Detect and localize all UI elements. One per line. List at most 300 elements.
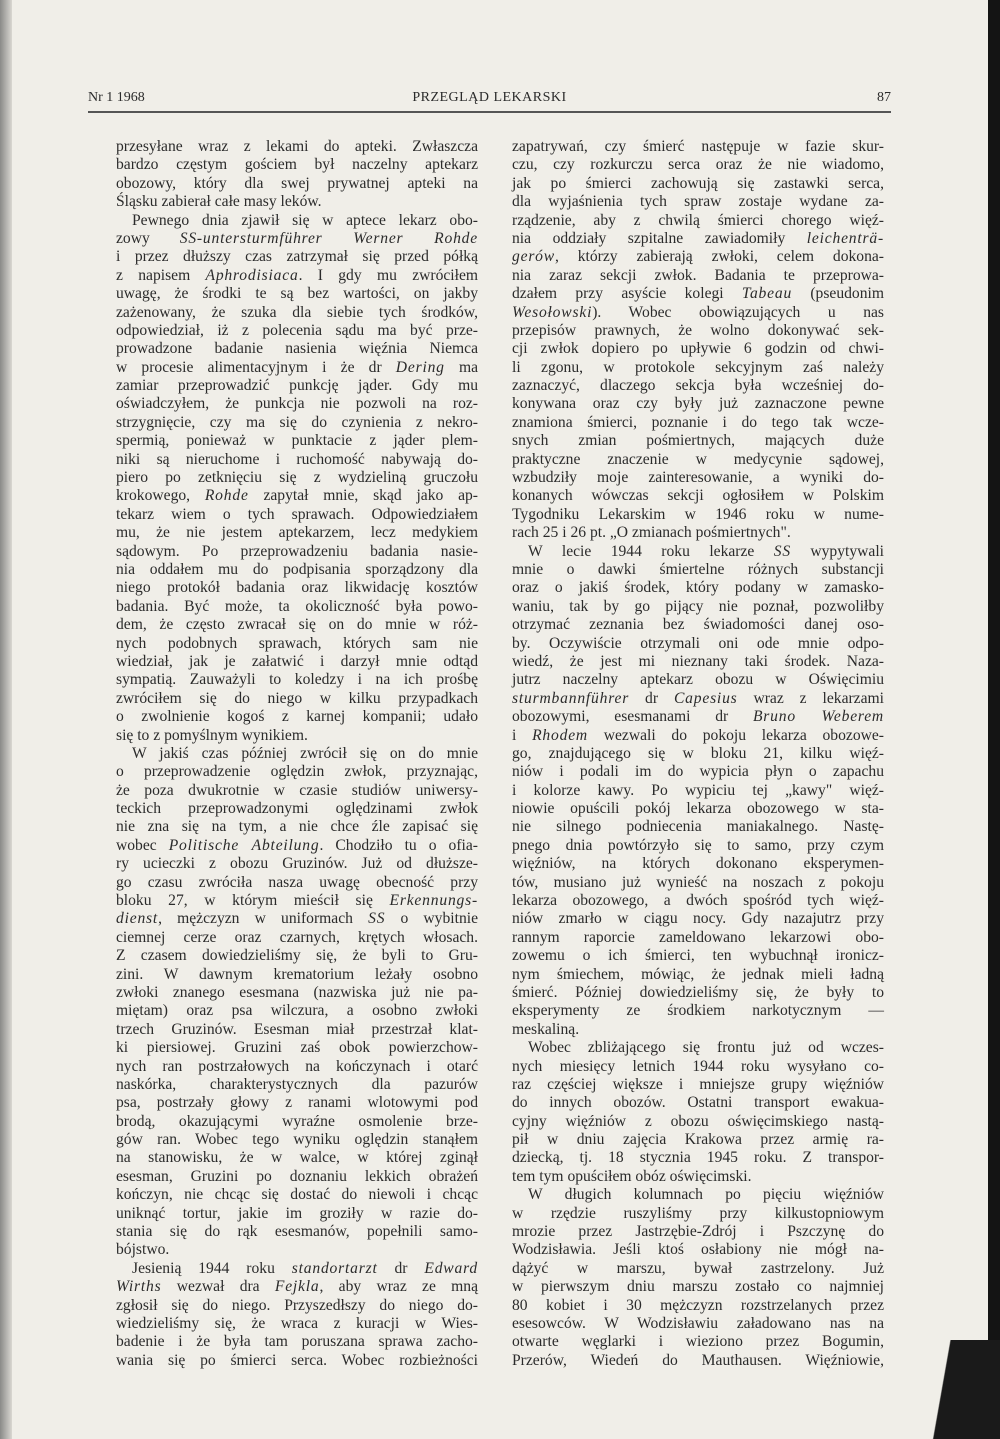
text-line (512, 1223, 884, 1241)
text-segment: obozowymi, esesmanami dr (512, 708, 753, 726)
text-line (116, 984, 478, 1002)
text-segment: przesyłane wraz z lekami do apteki. Zwłaszcza (116, 138, 478, 155)
text-segment: niowie opuścili pokój lekarza obozowego w sta- (512, 800, 884, 818)
text-segment: zapatrywań, czy śmierć następuje w fazie skur- (512, 138, 884, 155)
text-segment: nych ran postrzałowych na kończynach i otarć (116, 1057, 478, 1075)
text-segment: dr (377, 1259, 425, 1277)
text-line (116, 138, 478, 156)
text-line (512, 138, 884, 156)
text-line (512, 451, 884, 469)
text-column-right (512, 138, 884, 1370)
italic-text: Fejkla (274, 1278, 320, 1296)
text-segment: waniu, tak by go pijący nie poznał, pozwoliłby (512, 597, 884, 615)
text-line (512, 745, 884, 763)
text-segment: brodą, okazującymi wyraźne osmolenie brze- (116, 1112, 478, 1130)
text-line (512, 1352, 884, 1370)
text-line (512, 635, 884, 653)
text-line (116, 782, 478, 800)
text-segment: konywana oraz czy były już zaznaczone pewne (512, 395, 884, 413)
text-segment: wypytywali (790, 542, 885, 560)
text-segment: W długich kolumnach po pięciu więźniów (528, 1186, 884, 1204)
italic-text: Erkennungs- (389, 892, 478, 910)
italic-text: Edward (424, 1259, 478, 1277)
text-line (116, 487, 478, 505)
text-line (116, 340, 478, 358)
text-line (116, 1333, 478, 1351)
text-segment: (pseudonim (792, 285, 884, 303)
text-segment: nie silnego podniecenia maniakalnego. Nastę- (512, 818, 884, 836)
text-segment: trzech Gruzinów. Esesman miał przestrzał klat- (116, 1020, 478, 1038)
text-line (116, 359, 478, 377)
text-segment: śmierć. Później dowiedzieliśmy się, że były to (512, 983, 884, 1001)
text-line (512, 653, 884, 671)
text-line (512, 708, 884, 726)
text-line (512, 1076, 884, 1094)
text-segment: otwarte węglarki i wieziono przez Bogumin, (512, 1333, 884, 1351)
text-segment: dzałem przy asyście kolegi (512, 285, 742, 303)
text-line (116, 230, 478, 248)
text-line (512, 1021, 884, 1039)
text-segment: kończyn, nie chcąc się dostać do niewoli i chcąc (116, 1186, 478, 1204)
text-line (116, 910, 478, 928)
text-line (512, 727, 884, 745)
page-number: 87 (877, 90, 891, 105)
text-segment: rannym raporcie zameldowano lekarzowi obo- (512, 928, 884, 946)
text-segment: czu, czy rozkurczu serca oraz że nie wiadomo, (512, 156, 884, 174)
italic-text: leichenträ- (806, 229, 884, 247)
italic-text: gerów (512, 248, 555, 266)
text-line (512, 414, 884, 432)
text-line (512, 947, 884, 965)
text-line (116, 1278, 478, 1296)
text-segment: lekarza obozowego, a dwóch spośród tych więź- (512, 892, 884, 910)
text-segment: zowy (116, 229, 180, 247)
text-segment: ). Wobec obowiązujących u nas (592, 303, 884, 321)
text-line (116, 855, 478, 873)
text-segment: go, znajdującego się w bloku 21, kilku więź- (512, 744, 884, 762)
text-line (512, 1131, 884, 1149)
text-segment: , aby wraz ze mną (319, 1278, 478, 1296)
issue-number: Nr 1 1968 (88, 90, 145, 105)
text-line (116, 561, 478, 579)
text-line (512, 248, 884, 266)
text-line (116, 524, 478, 542)
text-line (512, 966, 884, 984)
text-line (116, 1131, 478, 1149)
text-segment: oświadczyłem, że punkcja nie pozwoli na roz- (116, 395, 478, 413)
text-line (512, 1278, 884, 1296)
text-segment: uwagę, że środki te są bez wartości, on jakby (116, 285, 478, 303)
text-segment: i przez dłuższy czas zatrzymał się przed półką (116, 248, 478, 266)
text-segment: Tygodniku Lekarskim w 1946 roku w nume- (512, 505, 884, 523)
text-segment: eksperymenty ze środkiem narkotycznym — (512, 1002, 884, 1020)
text-segment: zwróciłem się do niego w kilku przypadkach (116, 689, 478, 707)
text-line (512, 193, 884, 211)
text-segment: Jesienią 1944 roku (132, 1259, 292, 1277)
text-line (512, 984, 884, 1002)
text-line (116, 671, 478, 689)
text-segment: wzbudziły moje zainteresowanie, a wyniki do- (512, 469, 884, 487)
text-segment: Pewnego dnia zjawił się w aptece lekarz obo- (132, 211, 478, 229)
text-segment: psa, postrzały głowy z ranami wlotowymi pod (116, 1094, 478, 1112)
text-segment: wezwał dra (161, 1278, 275, 1296)
scan-corner-shadow (905, 1340, 1000, 1439)
text-line (512, 1149, 884, 1167)
text-line (512, 579, 884, 597)
text-line (116, 156, 478, 174)
text-segment: cyjny więźniów z obozu oświęcimskiego nastą- (512, 1112, 884, 1130)
text-line (116, 212, 478, 230)
text-line (512, 1058, 884, 1076)
text-line (116, 837, 478, 855)
text-segment: do innych obozów. Ostatni transport ewakua- (512, 1094, 884, 1112)
text-segment: wiedzieliśmy się, że wraca z kuracji w Wies- (116, 1315, 478, 1332)
italic-text: standortarzt (291, 1259, 378, 1277)
text-segment: Śląsku zabierał całe masy leków. (116, 193, 322, 211)
text-line (116, 285, 478, 303)
text-segment: nia zaraz sekcji zwłok. Badania te przeprowa- (512, 266, 884, 284)
text-segment: , którzy zabierają zwłoki, celem dokona- (554, 248, 884, 266)
text-line (512, 1205, 884, 1223)
text-line (116, 763, 478, 781)
text-segment: badania. Być może, ta okoliczność była powo- (116, 597, 478, 615)
text-segment: raz częściej większe i mniejsze grupy więźniów (512, 1075, 884, 1093)
text-segment: niego protokół badania oraz likwidację kosztów (116, 579, 478, 597)
text-segment: zamiar przeprowadzić punkcję jąder. Gdy mu (116, 377, 478, 395)
text-segment: zaznaczyć, dlaczego sekcja była wcześniej do- (512, 377, 884, 395)
text-line (116, 175, 478, 193)
text-line (116, 745, 478, 763)
text-line (116, 892, 478, 910)
text-line (512, 782, 884, 800)
text-line (116, 395, 478, 413)
text-segment: dziecką, tj. 18 stycznia 1945 roku. Z transpor- (512, 1149, 884, 1167)
text-line (116, 1058, 478, 1076)
text-line (116, 451, 478, 469)
text-line (512, 1241, 884, 1259)
italic-text: SS-untersturmführer Werner Rohde (179, 229, 478, 247)
text-line (512, 1113, 884, 1131)
text-line (116, 1205, 478, 1223)
italic-text: Rhodem (532, 726, 588, 744)
text-line (512, 1260, 884, 1278)
text-segment: zowemu o ich śmierci, ten wybuchnął ironicz- (512, 947, 884, 965)
text-line (512, 267, 884, 285)
text-segment: z napisem (116, 266, 206, 284)
adjacent-page-edge (0, 0, 12, 1439)
text-segment: spermią, ponieważ w punktacie z jąder plem- (116, 432, 478, 450)
text-line (512, 1039, 884, 1057)
text-segment: nych podobnych sprawach, których sam nie (116, 634, 478, 652)
text-segment: nia oddziały szpitalne zawiadomiły (512, 229, 807, 247)
text-line (512, 818, 884, 836)
text-line (116, 947, 478, 965)
text-segment: prowadzone badanie nasienia więźnia Niemca (116, 340, 478, 358)
text-line (512, 212, 884, 230)
text-line (116, 1168, 478, 1186)
text-segment: otrzymać zeznania bez świadomości danej oso- (512, 616, 884, 634)
header-rule (88, 111, 891, 113)
text-line (116, 1186, 478, 1204)
text-segment: w procesie alimentacyjnym i że dr (116, 358, 396, 376)
text-line (512, 432, 884, 450)
text-segment: krokowego, (116, 487, 205, 505)
text-line (116, 1094, 478, 1112)
text-segment: niów zmarło w ciągu nocy. Gdy nazajutrz przy (512, 910, 884, 928)
text-segment: li zgonu, w protokole sekcyjnym zaś należy (512, 358, 884, 376)
text-line (512, 1333, 884, 1351)
text-line (116, 469, 478, 487)
text-segment: , mężczyzn w uniformach (158, 910, 369, 928)
text-line (512, 524, 884, 542)
text-line (512, 800, 884, 818)
text-segment: go czasu zwróciła nasza uwagę obecność przy (116, 873, 478, 891)
text-segment: piero po zetknięciu się z wydzieliną gruczołu (116, 469, 478, 487)
text-line (512, 322, 884, 340)
text-segment: mnie o dawki śmiertelne różnych substancji (512, 560, 884, 578)
text-line (116, 708, 478, 726)
text-line (512, 855, 884, 873)
text-segment: cji zwłok dopiero po upływie 6 godzin od chwi- (512, 340, 884, 358)
text-line (116, 304, 478, 322)
text-segment: badenie i że była tam poruszana sprawa zacho- (116, 1333, 478, 1351)
text-line (512, 910, 884, 928)
text-segment: zapytał mnie, skąd jako ap- (248, 487, 478, 505)
text-segment: tów, musiano już wynieść na noszach z pokoju (512, 873, 884, 891)
text-line (116, 432, 478, 450)
text-line (512, 1094, 884, 1112)
text-segment: Z czasem dowiedzieliśmy się, że byli to Gru- (116, 947, 478, 965)
italic-text: Dering (395, 358, 445, 376)
text-segment: o wybitnie (385, 910, 478, 928)
text-line (512, 543, 884, 561)
text-segment: nia oddałem mu do podpisania sporządzony dla (116, 560, 478, 578)
text-segment: znamiona śmierci, poznanie i do tego tak wcze- (512, 413, 884, 431)
text-segment: konanych wówczas sekcji ogłosiłem w Polskim (512, 487, 884, 505)
text-segment: niów i podali im do wypicia płyn o zapachu (512, 763, 884, 781)
text-line (512, 395, 884, 413)
text-segment: nych miesięcy letnich 1944 roku wysyłano co- (512, 1057, 884, 1075)
text-segment: więźniów, na których dokonano eksperymen- (512, 855, 884, 873)
text-line (116, 579, 478, 597)
text-line (512, 359, 884, 377)
text-line (512, 1168, 884, 1186)
text-line (512, 175, 884, 193)
text-segment: w pierwszym dniu marszu zostało co najmniej (512, 1278, 884, 1296)
text-line (116, 727, 478, 745)
text-line (512, 156, 884, 174)
text-segment: meskaliną. (512, 1020, 580, 1038)
text-segment: by. Oczywiście otrzymali oni ode mnie odpo- (512, 634, 884, 652)
text-line (116, 414, 478, 432)
text-line (116, 653, 478, 671)
italic-text: Politische Abteilung (168, 836, 320, 854)
text-line (512, 487, 884, 505)
text-segment: W lecie 1944 roku lekarze (528, 542, 774, 560)
text-segment: zwłoki znanego esesmana (nazwiska już nie pa- (116, 983, 478, 1001)
text-line (512, 892, 884, 910)
text-line (512, 763, 884, 781)
text-line (116, 322, 478, 340)
text-segment: i (512, 726, 533, 744)
text-line (116, 929, 478, 947)
italic-text: Wirths (116, 1278, 162, 1296)
text-segment: sympatią. Zauważyli to koledzy i na ich prośbę (116, 671, 478, 689)
text-segment: dla wyjaśnienia tych spraw zostaje wydane za- (512, 193, 884, 211)
text-segment: . Chodziło tu o ofia- (319, 836, 478, 854)
text-line (116, 690, 478, 708)
text-segment: ry ucieczki z obozu Gruzinów. Już od dłuższe- (116, 855, 478, 873)
text-segment: rządzenie, aby z chwilą śmierci chorego więź- (512, 211, 884, 229)
text-segment: wobec (116, 836, 169, 854)
text-column-left (116, 138, 478, 1370)
text-segment: wania się po śmierci serca. Wobec rozbieżności (116, 1351, 478, 1369)
text-line (116, 1241, 478, 1259)
text-line (116, 377, 478, 395)
text-segment: o przeprowadzenie oględzin zwłok, przyznając, (116, 763, 478, 781)
text-segment: teckich przeprowadzonymi oględzinami zwłok (116, 800, 478, 818)
text-line (512, 1297, 884, 1315)
text-segment: esesowców. W Wodzisławiu załadowano nas na (512, 1315, 884, 1332)
text-line (512, 1186, 884, 1204)
text-segment: tekarz wiem o tych sprawach. Odpowiedziałem (116, 505, 478, 523)
text-segment: wraz z lekarzami (737, 689, 884, 707)
journal-title: PRZEGLĄD LEKARSKI (412, 90, 567, 105)
text-segment: ma (444, 358, 478, 376)
scan-background-edge (988, 0, 1000, 1439)
text-segment: dr (629, 689, 674, 707)
text-segment: jutrz naczelny aptekarz obozu w Oświęcimiu (512, 671, 884, 689)
text-line (116, 1352, 478, 1370)
text-line (116, 267, 478, 285)
text-line (116, 818, 478, 836)
italic-text: Tabeau (741, 285, 793, 303)
text-line (116, 874, 478, 892)
text-line (116, 1297, 478, 1315)
text-segment: niki są nieruchome i ruchomość nabywają do- (116, 450, 478, 468)
text-line (512, 285, 884, 303)
text-line (116, 1223, 478, 1241)
text-segment: wiedział, jak je załatwić i darzył mnie odtąd (116, 652, 478, 670)
text-segment: przepisów prawnych, że wolno dokonywać sek- (512, 321, 884, 339)
text-segment: na stanowisku, że w walce, w której zginął (116, 1149, 478, 1167)
text-segment: ciemnej cerze oraz czarnych, krętych włosach. (116, 928, 478, 946)
text-line (512, 598, 884, 616)
text-line (116, 1039, 478, 1057)
text-line (512, 506, 884, 524)
text-segment: nie zna się na tym, a nie chce źle zapisać się (116, 818, 478, 836)
text-line (512, 340, 884, 358)
text-line (512, 837, 884, 855)
text-segment: W jakiś czas później zwrócił się on do mnie (132, 744, 478, 762)
text-segment: pił w dniu zajęcia Krakowa przez armię ra- (512, 1131, 884, 1149)
text-line (512, 230, 884, 248)
text-segment: snych zmian pośmiertnych, mających duże (512, 432, 884, 450)
text-line (512, 671, 884, 689)
text-segment: Wobec zbliżającego się frontu już od wczes- (528, 1039, 884, 1057)
text-segment: zażenowany, że szuka dla siebie tych środków, (116, 303, 478, 321)
text-segment: wezwali do pokoju lekarza obozowe- (587, 726, 884, 744)
text-line (116, 248, 478, 266)
italic-text: Wesołowski (512, 303, 593, 321)
text-segment: że poza dwukrotnie w czasie studiów uniwersy- (116, 781, 478, 799)
text-line (512, 929, 884, 947)
italic-text: Bruno Weberem (752, 708, 884, 726)
text-segment: dem, że często zwracał się on do mnie w róż- (116, 616, 478, 634)
text-segment: w rzędzie ruszyliśmy przy kilkustopniowym (512, 1204, 884, 1222)
text-segment: jak po śmierci zachowują się zastawki serca, (512, 174, 884, 192)
text-segment: Przerów, Wiedeń do Mauthausen. Więźniowie, (512, 1351, 884, 1369)
text-segment: miętam) oraz psa wilczura, a osobno zwłoki (116, 1002, 478, 1020)
text-segment: stania się do rąk esesmanów, popełnili samo- (116, 1223, 478, 1241)
text-line (512, 1315, 884, 1333)
text-segment: bardzo częstym gościem był naczelny aptekarz (116, 156, 478, 174)
text-segment: dążyć w marszu, bywał zastrzelony. Już (512, 1259, 884, 1277)
text-line (116, 598, 478, 616)
text-segment: obozowy, który dla swej prywatnej apteki na (116, 174, 478, 192)
italic-text: Aphrodisiaca (205, 266, 299, 284)
text-line (512, 874, 884, 892)
text-segment: Wodzisławia. Jeśli ktoś osłabiony nie mógł na- (512, 1241, 884, 1259)
text-segment: bloku 27, w którym mieścił się (116, 892, 390, 910)
italic-text: Rohde (204, 487, 249, 505)
text-segment: zini. W dawnym krematorium leżały osobno (116, 965, 478, 983)
text-line (116, 506, 478, 524)
text-line (512, 469, 884, 487)
text-segment: sądowym. Po przeprowadzeniu badania nasie- (116, 542, 478, 560)
italic-text: SS (773, 542, 791, 560)
text-segment: i kolorze kawy. Po wypiciu tej „kawy" więź- (512, 781, 884, 799)
text-segment: ki piersiowej. Gruzini zaś obok powierzchow- (116, 1039, 478, 1057)
text-line (116, 1021, 478, 1039)
text-line (116, 193, 478, 211)
text-line (116, 966, 478, 984)
text-line (512, 304, 884, 322)
text-line (116, 1149, 478, 1167)
text-line (512, 616, 884, 634)
text-segment: pnego dnia powtórzyło się to samo, przy czym (512, 836, 884, 854)
text-segment: bójstwo. (116, 1241, 170, 1259)
text-line (116, 1260, 478, 1278)
italic-text: dienst (116, 910, 159, 928)
text-segment: mu, że nie jestem aptekarzem, lecz medykiem (116, 524, 478, 542)
text-line (116, 616, 478, 634)
text-segment: naskórka, charakterystycznych dla pazurów (116, 1075, 478, 1093)
text-segment: mrozie przez Jastrzębie-Zdrój i Pszczynę do (512, 1223, 884, 1241)
text-segment: odpowiedział, iż z polecenia sądu ma być prze- (116, 321, 478, 339)
text-segment: nym śmiechem, mówiąc, że jednak mieli ładną (512, 965, 884, 983)
text-line (116, 800, 478, 818)
text-segment: praktyczne znaczenie w medycynie sądowej, (512, 450, 884, 468)
text-line (116, 635, 478, 653)
running-header (88, 90, 891, 110)
text-segment: się to z pomyślnym wynikiem. (116, 726, 308, 744)
text-line (116, 543, 478, 561)
text-segment: rach 25 i 26 pt. „O zmianach pośmiertnych". (512, 524, 791, 542)
text-line (116, 1113, 478, 1131)
text-segment: wiedź, że jest mi nieznany taki środek. Naza- (512, 652, 884, 670)
text-line (116, 1076, 478, 1094)
italic-text: Capesius (673, 689, 738, 707)
text-segment: 80 kobiet i 30 mężczyzn rozstrzelanych przez (512, 1296, 884, 1314)
text-segment: strzygnięcie, czy ma się do czynienia z nekro- (116, 413, 478, 431)
italic-text: SS (368, 910, 386, 928)
text-segment: oraz o jakiś środek, który podany w zamasko- (512, 579, 884, 597)
text-line (116, 1002, 478, 1020)
text-segment: zgłosił się do niego. Przyszedłszy do niego do- (116, 1296, 478, 1314)
text-line (116, 1315, 478, 1333)
text-segment: tem tym opuściłem obóz oświęcimski. (512, 1167, 752, 1185)
